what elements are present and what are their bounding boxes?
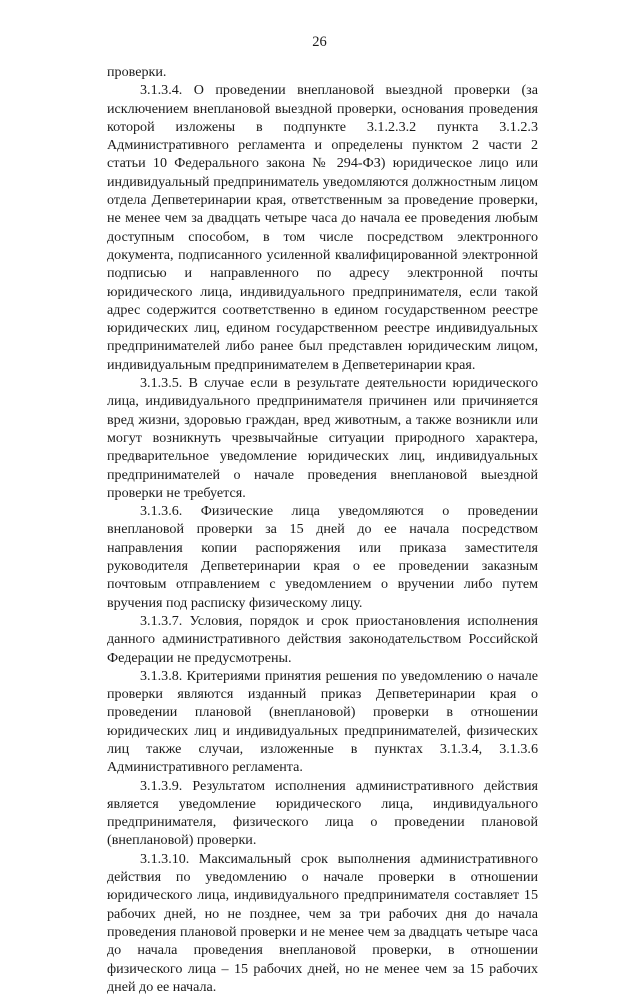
paragraph-continuation: проверки. (107, 64, 167, 80)
page-number: 26 (312, 34, 327, 50)
paragraph-3-1-3-8: 3.1.3.8. Критериями принятия решения по уведомлению о начале проверки являются изданный приказ Депветеринарии края о проведении плановой (внеплановой) проверки в отношении юридических лиц и индивидуальных предпринимателей, физических лиц также случаи, изложенные в пунктах 3.1.3.4, 3.1.3.6 Административного регламента. (107, 667, 538, 776)
paragraph-3-1-3-9: 3.1.3.9. Результатом исполнения административного действия является уведомление юридического лица, индивидуального предпринимателя, физического лица о проведении плановой (внеплановой) проверки. (107, 777, 538, 849)
paragraph-3-1-3-4: 3.1.3.4. О проведении внеплановой выездной проверки (за исключением внеплановой выездной проверки, основания проведения которой изложены в подпункте 3.1.2.3.2 пункта 3.1.2.3 Административного регламента и определены пунктом 2 части 2 статьи 10 Федерального закона № 294-ФЗ) юридическое лицо или индивидуальный предприниматель уведомляются должностным лицом отдела Депветеринарии края, ответственным за проведение проверки, не менее чем за двадцать четыре часа до начала ее проведения любым доступным способом, в том числе посредством электронного документа, подписанного усиленной квалифицированной электронной подписью и направленного по адресу электронной почты юридического лица, индивидуального предпринимателя, если такой адрес содержится соответственно в едином государственном реестре юридических лиц, едином государственном реестре индивидуальных предпринимателей либо ранее был представлен юридическим лицом, индивидуальным предпринимателем в Депветеринарии края. (107, 82, 538, 373)
paragraph-3-1-3-6: 3.1.3.6. Физические лица уведомляются о проведении внеплановой проверки за 15 дней до ее начала посредством направления копии распоряжения или приказа заместителя руководителя Депветеринарии края о ее проведении заказным почтовым отправлением с уведомлением о вручении либо путем вручения под расписку физическому лицу. (107, 503, 538, 611)
paragraph-3-1-3-10: 3.1.3.10. Максимальный срок выполнения административного действия по уведомлению о начале проверки в отношении юридического лица, индивидуального предпринимателя составляет 15 рабочих дней, но не позднее, чем за три рабочих дня до начала проведения плановой проверки и не менее чем за двадцать четыре часа до начала проведения внеплановой проверки, в отношении физического лица – 15 рабочих дней, но не менее чем за 15 рабочих дней до ее начала. (107, 850, 538, 995)
paragraph-3-1-3-7: 3.1.3.7. Условия, порядок и срок приостановления исполнения данного административного действия законодательством Российской Федерации не предусмотрены. (107, 612, 538, 666)
paragraph-3-1-3-5: 3.1.3.5. В случае если в результате деятельности юридического лица, индивидуального предпринимателя причинен или причиняется вред жизни, здоровью граждан, вред животным, а также возникли или могут возникнуть чрезвычайные ситуации природного характера, предварительное уведомление юридических лиц, индивидуальных предпринимателей о начале проведения внеплановой выездной проверки не требуется. (107, 375, 538, 501)
document-body (107, 63, 538, 996)
